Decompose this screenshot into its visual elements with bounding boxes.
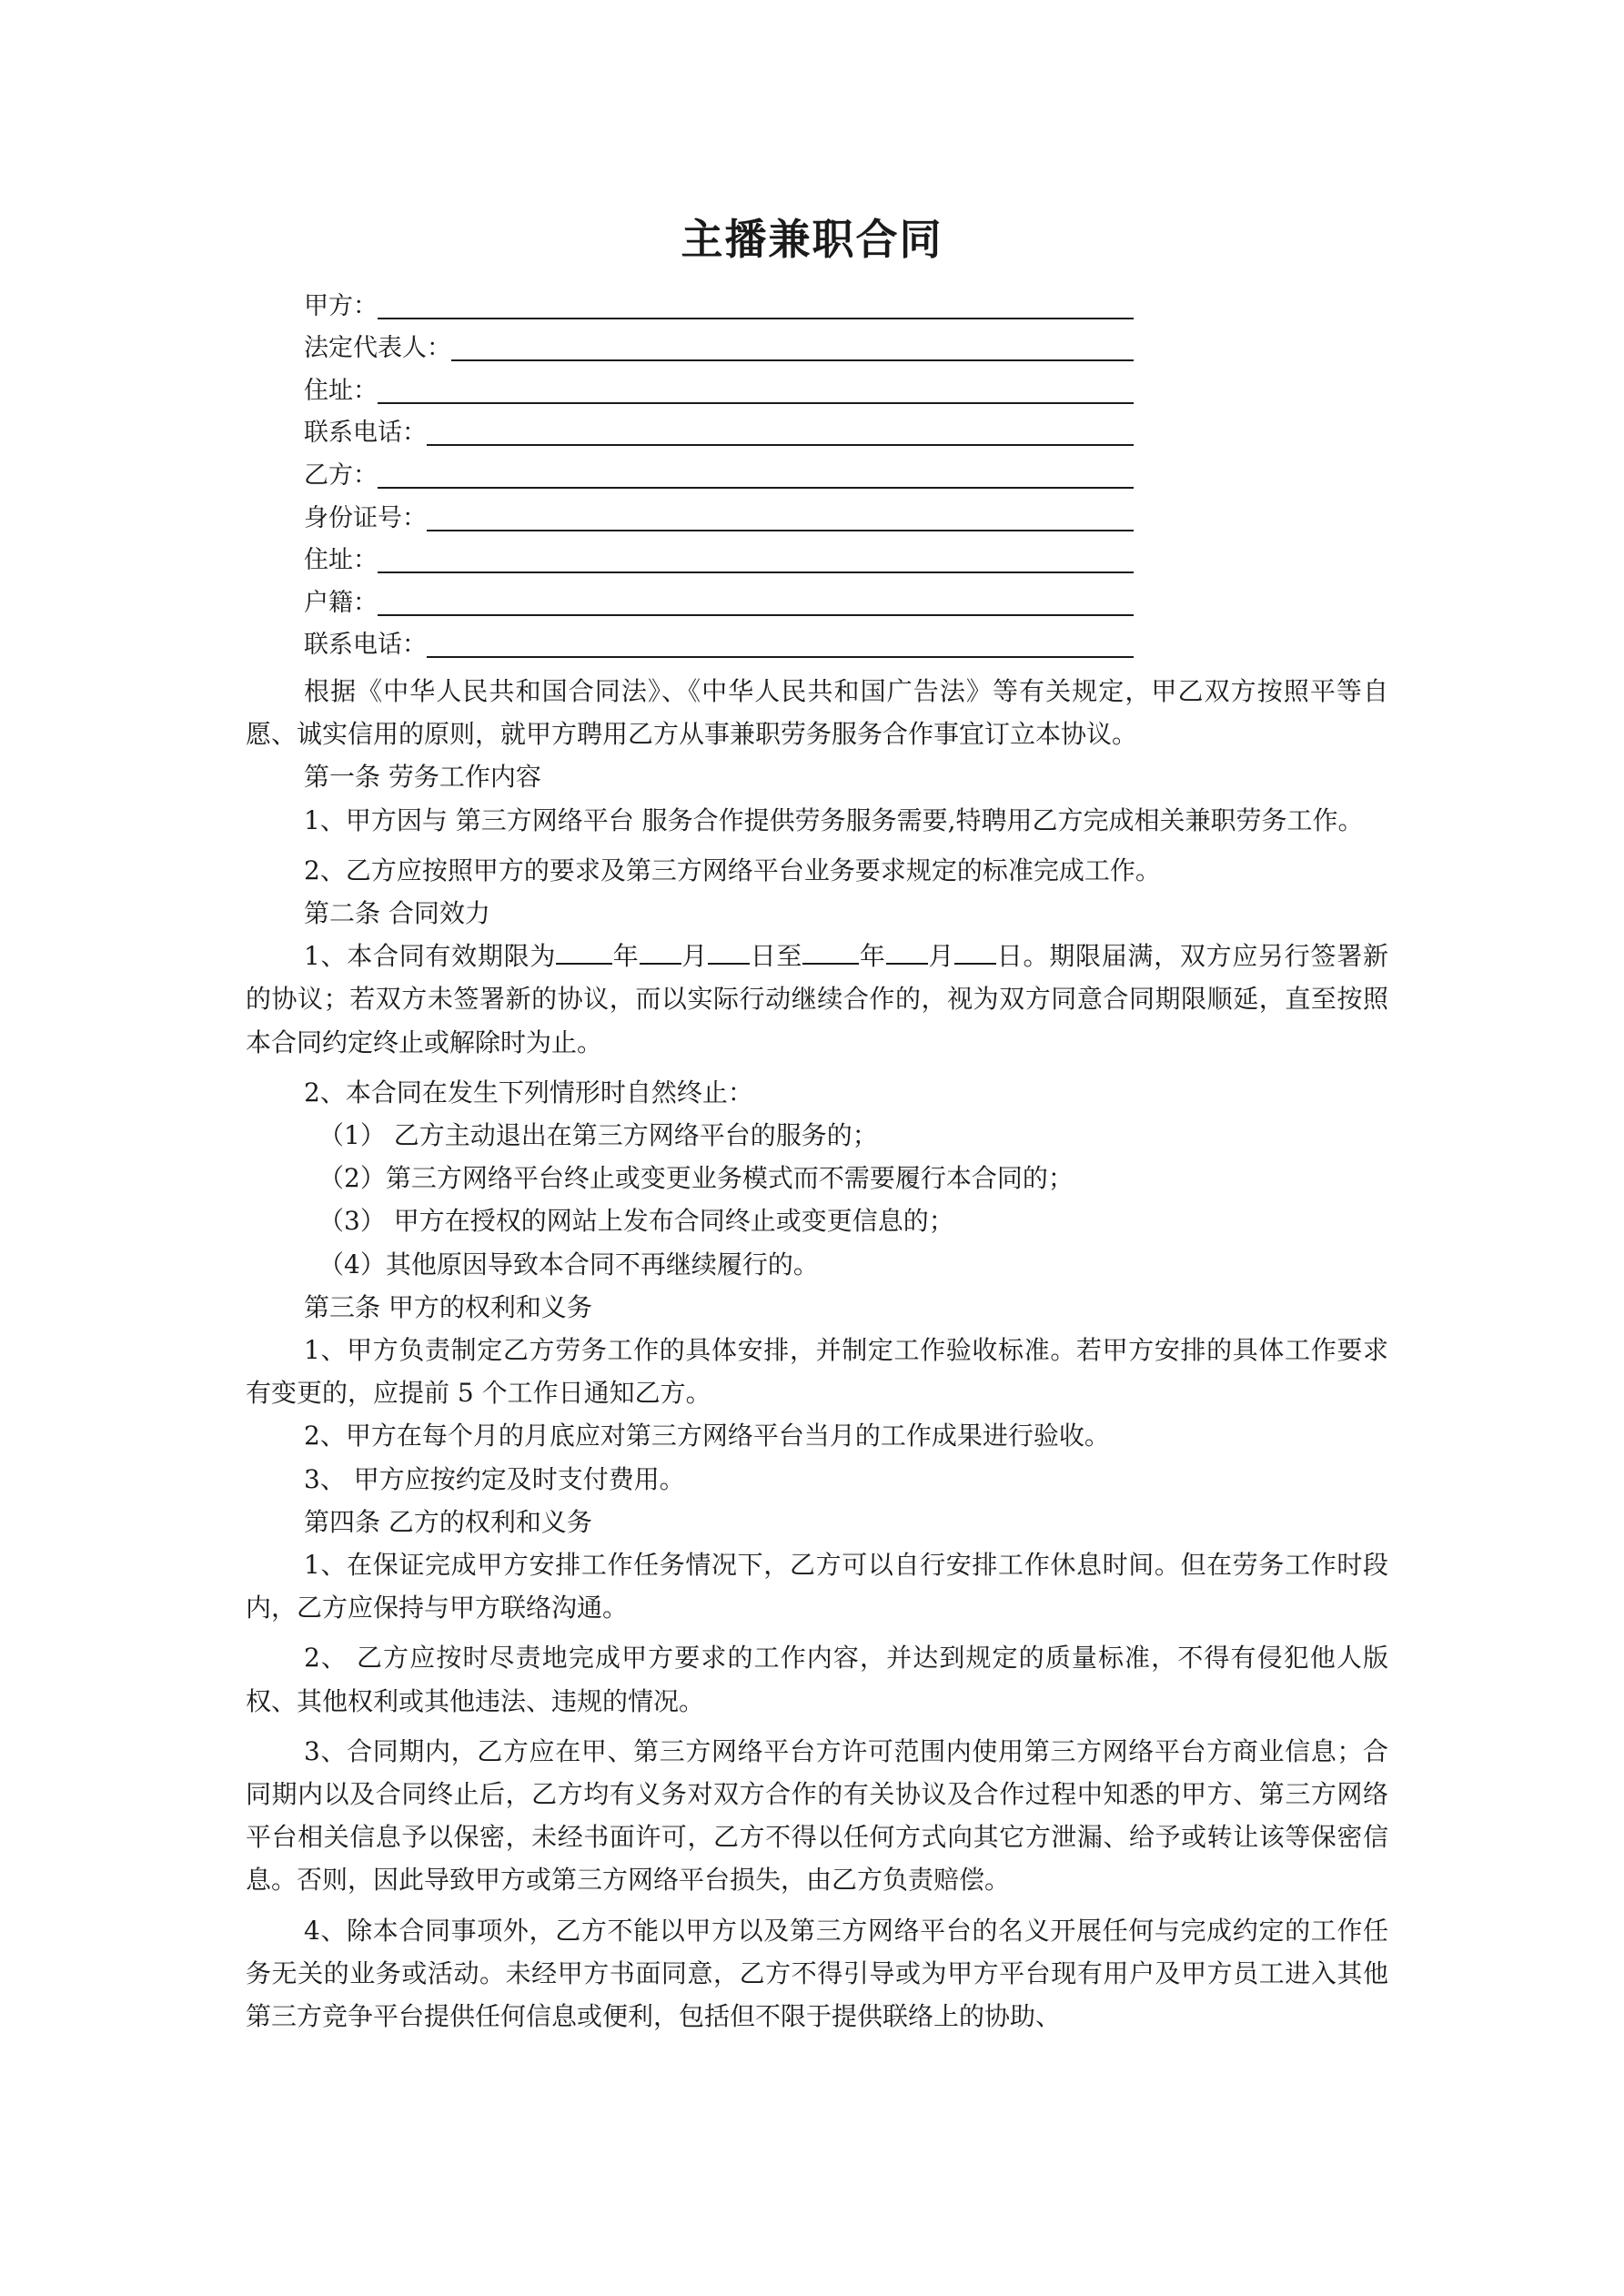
field-label: 法定代表人： (304, 334, 451, 363)
article-2-heading: 第二条 合同效力 (304, 898, 490, 929)
article-4-clause-1: 1、在保证完成甲方安排工作任务情况下，乙方可以自行安排工作休息时间。但在劳务工作时段内，乙方应保持与甲方联络沟通。 (246, 1550, 1388, 1623)
month-label: 月 (681, 941, 708, 972)
clause-text: 1、本合同有效期限为 (304, 941, 557, 972)
article-3-clause-3: 3、 甲方应按约定及时支付费用。 (304, 1463, 685, 1494)
document-title: 主播兼职合同 (681, 215, 943, 264)
article-4-clause-3: 3、合同期内，乙方应在甲、第三方网络平台方许可范围内使用第三方网络平台方商业信息；合同期内以及合同终止后，乙方均有义务对双方合作的有关协议及合作过程中知悉的甲方、第三方网络平台相关信息予以保密，未经书面许可，乙方不得以任何方式向其它方泄漏、给予或转让该等保密信息。否则，因此导致甲方或第三方网络平台损失，由乙方负责赔偿。 (246, 1735, 1388, 1896)
article-1-clause-1: 1、甲方因与 第三方网络平台 服务合作提供劳务服务需要,特聘用乙方完成相关兼职劳务工作。 (304, 804, 1364, 835)
month-label: 月 (927, 941, 955, 972)
article-3-clause-2: 2、甲方在每个月的月底应对第三方网络平台当月的工作成果进行验收。 (304, 1421, 1110, 1451)
article-1-heading: 第一条 劳务工作内容 (304, 762, 541, 793)
field-label: 联系电话： (304, 419, 427, 448)
year-label: 年 (859, 941, 886, 972)
blank-end-year[interactable] (802, 937, 859, 965)
blank-start-month[interactable] (640, 937, 681, 965)
field-party-b-phone[interactable] (304, 622, 1134, 664)
field-label: 甲方： (304, 291, 378, 320)
blank-end-month[interactable] (886, 937, 928, 965)
field-party-b[interactable] (304, 451, 1134, 494)
year-label: 年 (612, 941, 640, 972)
party-info-fields (304, 282, 1134, 663)
article-4-clause-2: 2、 乙方应按时尽责地完成甲方要求的工作内容，并达到规定的质量标准，不得有侵犯他人版权、其他权利或其他违法、违规的情况。 (246, 1643, 1388, 1716)
field-party-a[interactable] (304, 282, 1134, 325)
day-to-label: 日至 (749, 941, 803, 972)
field-label: 户籍： (304, 588, 378, 617)
field-label: 联系电话： (304, 631, 427, 660)
field-party-a-phone[interactable] (304, 410, 1134, 452)
fill-in-line (451, 329, 1134, 361)
blank-start-day[interactable] (708, 937, 750, 965)
termination-item-1: （1） 乙方主动退出在第三方网络平台的服务的； (318, 1120, 878, 1151)
field-label: 身份证号： (304, 503, 427, 532)
fill-in-line (378, 287, 1134, 319)
article-4-heading: 第四条 乙方的权利和义务 (304, 1506, 592, 1537)
fill-in-line (378, 583, 1134, 616)
clause-text: 期限届满，双方应另行签署新的协议；若双方未签署新的协议，而以实际行动继续合作的，视为双方同意合同期限顺延，直至按照本合同约定终止或解除时为止。 (246, 941, 1388, 1057)
field-party-b-address[interactable] (304, 537, 1134, 580)
fill-in-line (378, 456, 1134, 489)
article-2-clause-1 (246, 935, 1388, 1064)
fill-in-line (378, 371, 1134, 404)
article-3-clause-1: 1、甲方负责制定乙方劳务工作的具体安排，并制定工作验收标准。若甲方安排的具体工作要求有变更的，应提前 5 个工作日通知乙方。 (246, 1335, 1388, 1409)
fill-in-line (427, 413, 1134, 446)
blank-end-day[interactable] (954, 937, 996, 965)
article-2-clause-2: 2、本合同在发生下列情形时自然终止： (304, 1077, 753, 1108)
preamble: 根据《中华人民共和国合同法》、《中华人民共和国广告法》等有关规定，甲乙双方按照平等自愿、诚实信用的原则，就甲方聘用乙方从事兼职劳务服务合作事宜订立本协议。 (246, 676, 1388, 750)
field-label: 乙方： (304, 460, 378, 490)
termination-item-3: （3） 甲方在授权的网站上发布合同终止或变更信息的； (318, 1206, 954, 1237)
blank-start-year[interactable] (556, 937, 612, 965)
article-4-clause-4: 4、除本合同事项外，乙方不能以甲方以及第三方网络平台的名义开展任何与完成约定的工作任务无关的业务或活动。未经甲方书面同意，乙方不得引导或为甲方平台现有用户及甲方员工进入其他第三方竞争平台提供任何信息或便利，包括但不限于提供联络上的协助、 (246, 1915, 1388, 2032)
fill-in-line (378, 541, 1134, 573)
termination-item-2: （2）第三方网络平台终止或变更业务模式而不需要履行本合同的； (318, 1163, 1074, 1194)
fill-in-line (427, 499, 1134, 531)
article-1-clause-2: 2、乙方应按照甲方的要求及第三方网络平台业务要求规定的标准完成工作。 (304, 855, 1161, 885)
day-end-label: 日。 (996, 941, 1050, 972)
field-legal-representative[interactable] (304, 325, 1134, 368)
field-label: 住址： (304, 376, 378, 405)
field-id-number[interactable] (304, 494, 1134, 537)
article-3-heading: 第三条 甲方的权利和义务 (304, 1291, 592, 1322)
field-party-a-address[interactable] (304, 367, 1134, 410)
field-household-registration[interactable] (304, 579, 1134, 622)
field-label: 住址： (304, 546, 378, 575)
termination-item-4: （4）其他原因导致本合同不再继续履行的。 (318, 1249, 819, 1279)
fill-in-line (427, 625, 1134, 658)
contract-body (246, 670, 1388, 2038)
